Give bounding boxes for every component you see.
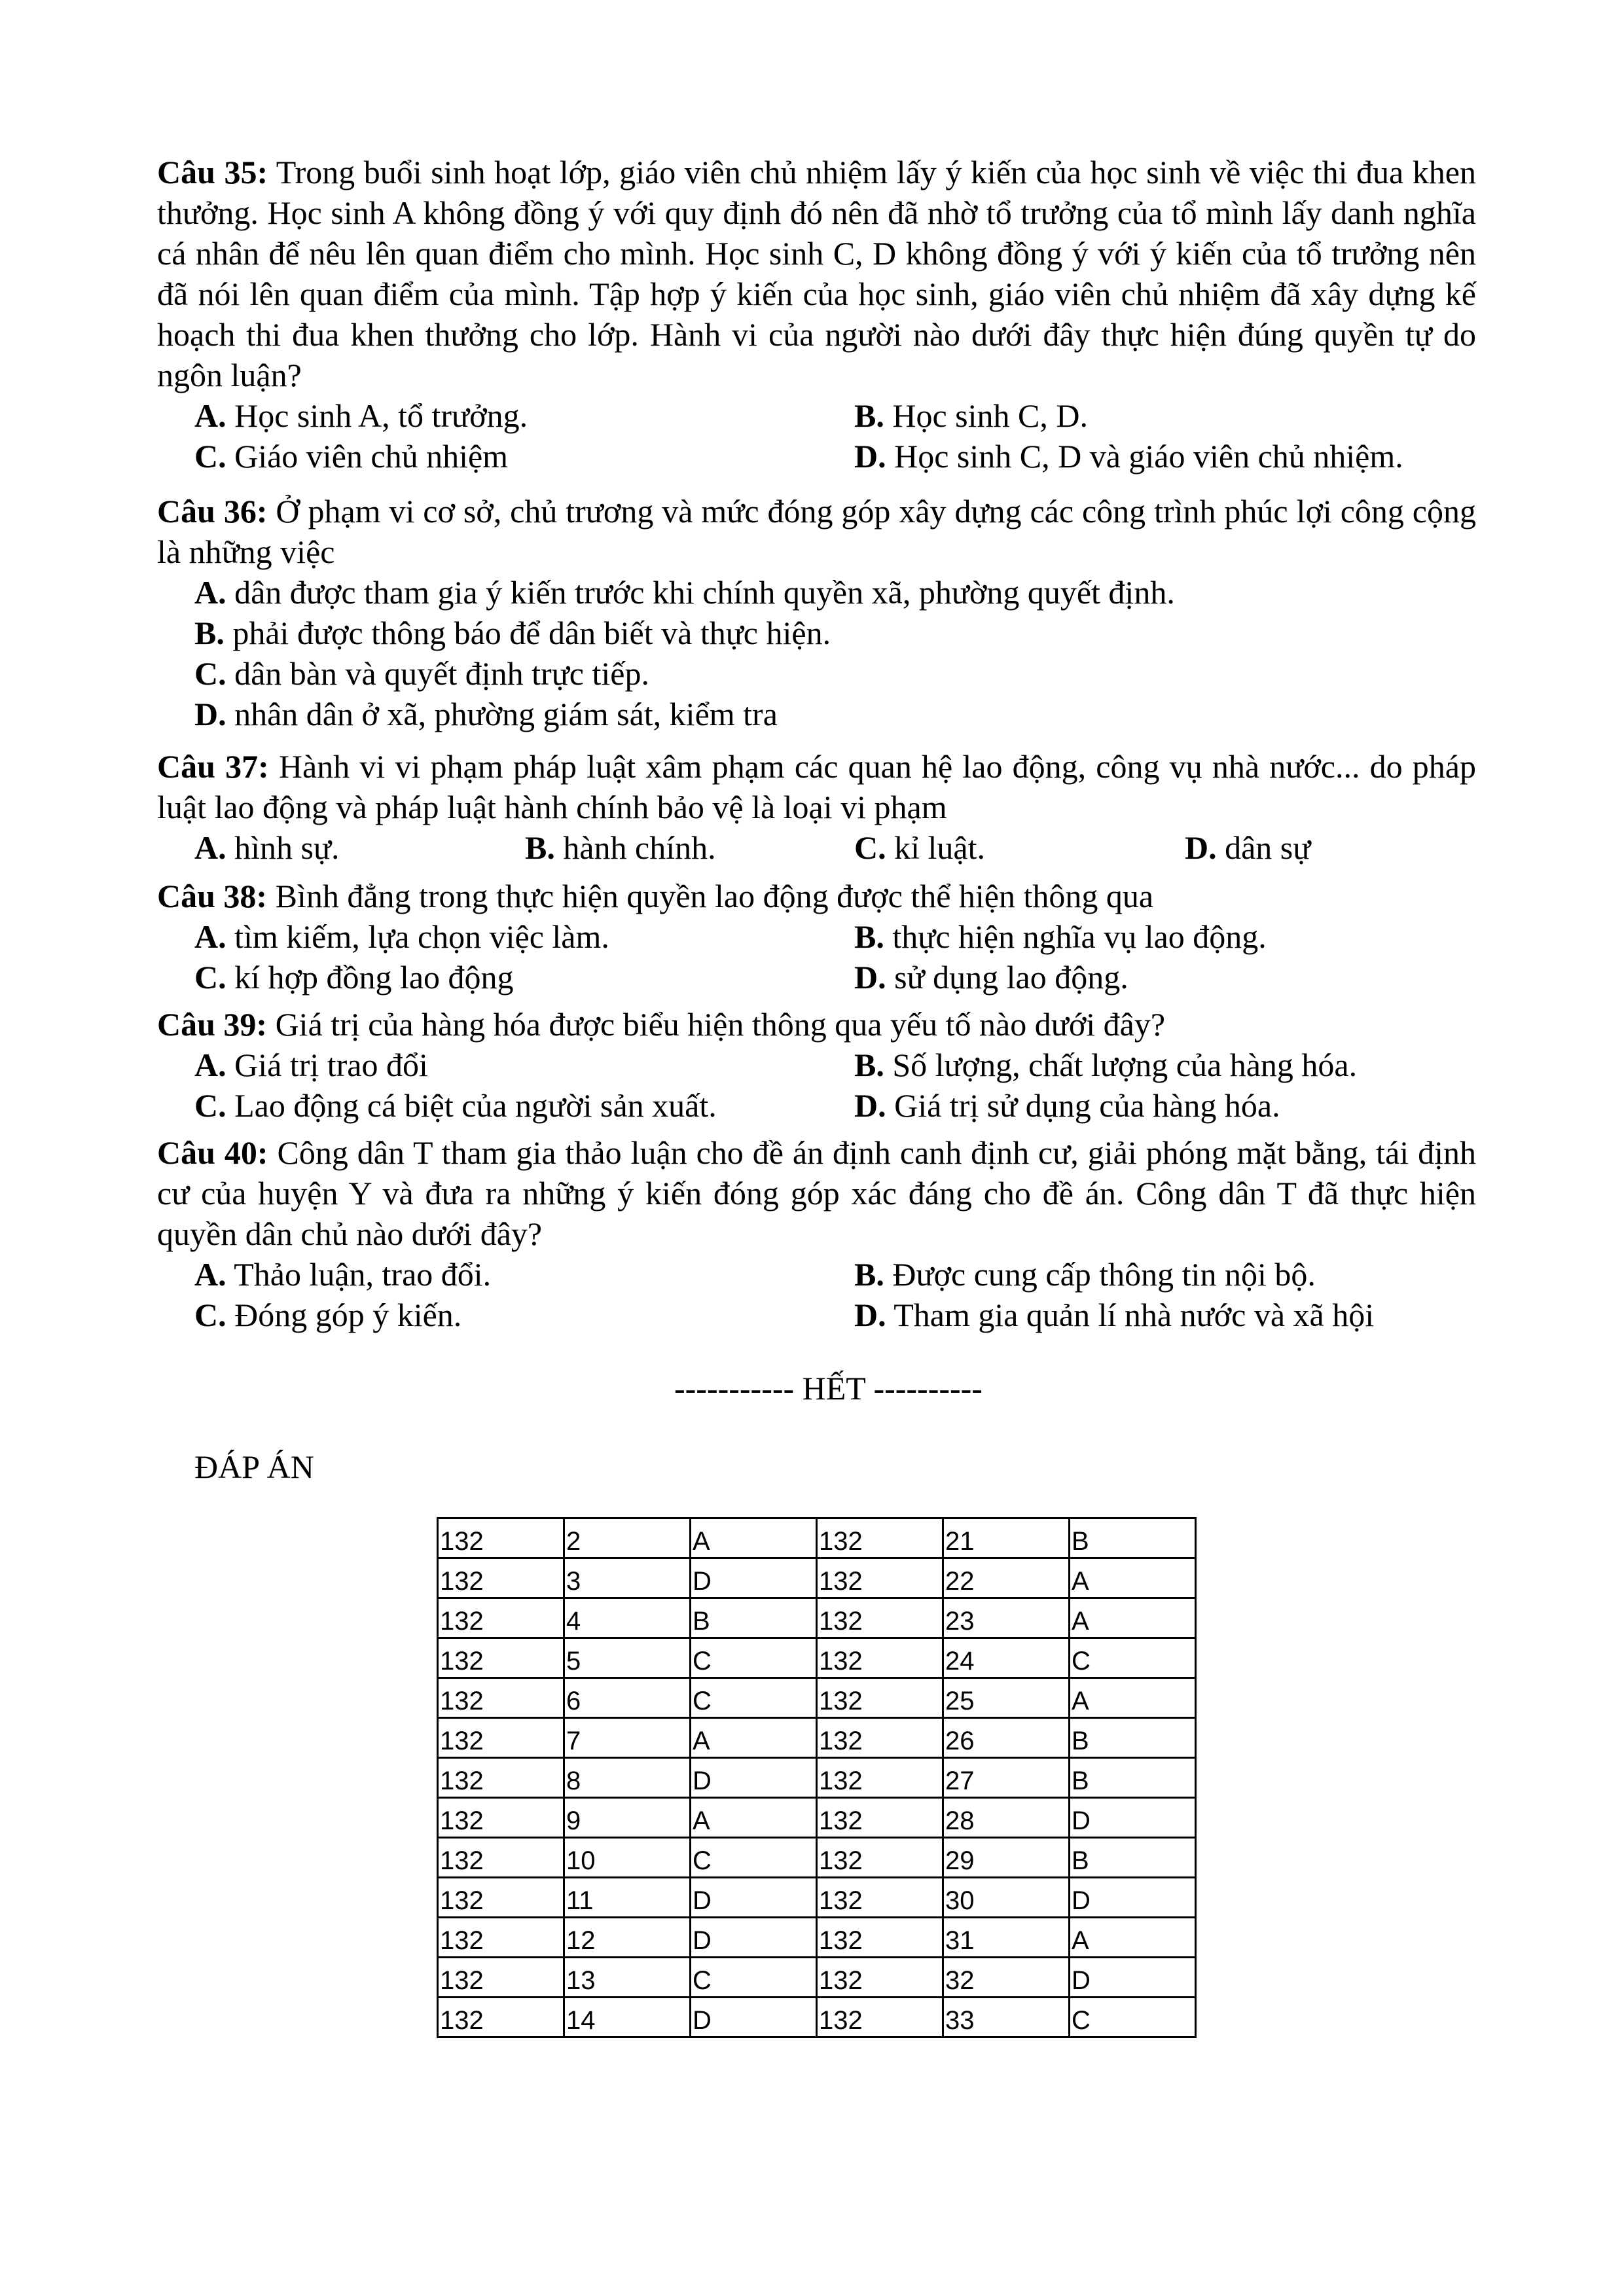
table-cell: 132 (438, 1958, 564, 1998)
table-row (438, 1838, 1196, 1878)
question-number: Câu 35: (157, 154, 268, 190)
end-marker: ----------- HẾT ---------- (674, 1370, 983, 1407)
option-text: Học sinh C, D. (892, 397, 1088, 434)
table-cell: 132 (817, 1638, 943, 1678)
table-cell: B (691, 1598, 817, 1638)
table-row (438, 1918, 1196, 1958)
table-cell: 132 (438, 1718, 564, 1758)
table-row (438, 1998, 1196, 2037)
table-cell: 132 (438, 1598, 564, 1638)
table-cell: D (1070, 1798, 1196, 1838)
table-cell: A (691, 1518, 817, 1558)
table-cell: C (1070, 1998, 1196, 2037)
option-a (194, 827, 340, 868)
question-number: Câu 40: (157, 1134, 268, 1171)
option-b (854, 916, 1267, 957)
option-letter: C. (194, 1087, 226, 1124)
option-letter: D. (194, 696, 226, 732)
option-text: Giá trị sử dụng của hàng hóa. (894, 1087, 1280, 1124)
option-d (854, 957, 1128, 997)
answer-key-heading: ĐÁP ÁN (194, 1448, 314, 1485)
option-b (854, 1254, 1316, 1295)
table-cell: 132 (817, 1518, 943, 1558)
table-cell: A (1070, 1558, 1196, 1598)
table-cell: 132 (817, 1598, 943, 1638)
question-text: Trong buổi sinh hoạt lớp, giáo viên chủ nhiệm lấy ý kiến của học sinh về việc thi đua khen thưởng. Học sinh A không đồng ý với quy định đó nên đã nhờ tổ trưởng của tổ mình lấy danh nghĩa cá nhân để nêu lên quan điểm cho mình. Học sinh C, D không đồng ý với ý kiến của tổ trưởng nên đã nói lên quan điểm của mình. Tập hợp ý kiến của học sinh, giáo viên chủ nhiệm đã xây dựng kế hoạch thi đua khen thưởng cho lớp. Hành vi của người nào dưới đây thực hiện đúng quyền tự do ngôn luận? (157, 154, 1476, 393)
table-cell: 132 (817, 1678, 943, 1718)
table-row (438, 1878, 1196, 1918)
table-cell: D (691, 1558, 817, 1598)
table-cell: 132 (438, 1998, 564, 2037)
option-c (854, 827, 985, 868)
option-text: tìm kiếm, lựa chọn việc làm. (234, 918, 609, 955)
option-text: dân bàn và quyết định trực tiếp. (234, 655, 649, 692)
table-cell: 132 (438, 1518, 564, 1558)
table-cell: 132 (438, 1558, 564, 1598)
option-text: Được cung cấp thông tin nội bộ. (892, 1256, 1316, 1293)
question-number: Câu 38: (157, 878, 268, 914)
option-letter: C. (194, 438, 226, 475)
table-cell: 33 (943, 1998, 1070, 2037)
table-cell: 132 (817, 1918, 943, 1958)
option-text: Giá trị trao đổi (234, 1047, 428, 1083)
table-cell: 132 (438, 1678, 564, 1718)
table-cell: 9 (564, 1798, 691, 1838)
option-a (194, 916, 609, 957)
table-cell: C (691, 1678, 817, 1718)
table-cell: 23 (943, 1598, 1070, 1638)
option-letter: A. (194, 397, 226, 434)
option-letter: C. (854, 829, 886, 866)
question-number: Câu 36: (157, 493, 268, 529)
option-letter: B. (854, 918, 884, 955)
question-35 (157, 152, 1476, 395)
table-row (438, 1598, 1196, 1638)
table-cell: B (1070, 1518, 1196, 1558)
option-b (194, 613, 831, 653)
table-row (438, 1678, 1196, 1718)
question-text: Ở phạm vi cơ sở, chủ trương và mức đóng góp xây dựng các công trình phúc lợi công cộng là những việc (157, 493, 1476, 570)
table-cell: 28 (943, 1798, 1070, 1838)
table-cell: 132 (817, 1718, 943, 1758)
table-cell: A (691, 1718, 817, 1758)
table-cell: D (691, 1878, 817, 1918)
table-cell: 2 (564, 1518, 691, 1558)
option-d (854, 436, 1403, 476)
option-letter: B. (194, 615, 225, 651)
table-cell: D (691, 1758, 817, 1798)
option-text: dân được tham gia ý kiến trước khi chính quyền xã, phường quyết định. (234, 574, 1175, 611)
option-a (194, 1045, 428, 1085)
option-letter: B. (525, 829, 555, 866)
option-text: Thảo luận, trao đổi. (234, 1256, 492, 1293)
table-cell: 132 (438, 1878, 564, 1918)
table-cell: 22 (943, 1558, 1070, 1598)
table-cell: 132 (438, 1758, 564, 1798)
question-text: Giá trị của hàng hóa được biểu hiện thông qua yếu tố nào dưới đây? (275, 1006, 1166, 1043)
table-row (438, 1638, 1196, 1678)
option-b (854, 1045, 1357, 1085)
option-text: hành chính. (563, 829, 716, 866)
option-letter: C. (194, 1297, 226, 1333)
option-text: thực hiện nghĩa vụ lao động. (892, 918, 1267, 955)
table-cell: C (691, 1958, 817, 1998)
table-cell: B (1070, 1838, 1196, 1878)
option-d (854, 1295, 1374, 1335)
table-cell: 25 (943, 1678, 1070, 1718)
table-cell: 5 (564, 1638, 691, 1678)
table-cell: A (1070, 1918, 1196, 1958)
option-d (194, 694, 778, 734)
answer-key-table (437, 1517, 1197, 2038)
option-letter: D. (854, 1087, 886, 1124)
table-cell: A (1070, 1598, 1196, 1638)
table-cell: 12 (564, 1918, 691, 1958)
table-cell: 132 (438, 1838, 564, 1878)
table-cell: 132 (817, 1798, 943, 1838)
table-row (438, 1718, 1196, 1758)
table-cell: 132 (438, 1638, 564, 1678)
table-cell: 132 (817, 1758, 943, 1798)
option-c (194, 1295, 461, 1335)
option-letter: B. (854, 1047, 884, 1083)
table-cell: C (691, 1638, 817, 1678)
table-cell: 132 (817, 1558, 943, 1598)
table-cell: 6 (564, 1678, 691, 1718)
option-letter: A. (194, 574, 226, 611)
table-cell: 132 (438, 1798, 564, 1838)
table-cell: 24 (943, 1638, 1070, 1678)
option-text: Giáo viên chủ nhiệm (234, 438, 509, 475)
table-cell: 26 (943, 1718, 1070, 1758)
question-number: Câu 39: (157, 1006, 268, 1043)
option-text: Số lượng, chất lượng của hàng hóa. (892, 1047, 1358, 1083)
option-text: sử dụng lao động. (894, 959, 1128, 996)
option-a (194, 572, 1175, 613)
option-text: Đóng góp ý kiến. (234, 1297, 462, 1333)
table-row (438, 1518, 1196, 1558)
option-letter: D. (1185, 829, 1217, 866)
option-d (854, 1085, 1280, 1126)
option-letter: D. (854, 959, 886, 996)
table-row (438, 1958, 1196, 1998)
table-cell: A (691, 1798, 817, 1838)
table-cell: 3 (564, 1558, 691, 1598)
table-cell: C (691, 1838, 817, 1878)
table-cell: 11 (564, 1878, 691, 1918)
table-cell: C (1070, 1638, 1196, 1678)
table-cell: B (1070, 1758, 1196, 1798)
option-letter: C. (194, 959, 226, 996)
option-b (854, 395, 1088, 436)
table-cell: D (1070, 1878, 1196, 1918)
option-text: kí hợp đồng lao động (234, 959, 514, 996)
question-text: Bình đẳng trong thực hiện quyền lao động được thể hiện thông qua (275, 878, 1154, 914)
table-cell: 32 (943, 1958, 1070, 1998)
option-letter: A. (194, 1047, 226, 1083)
table-cell: 8 (564, 1758, 691, 1798)
table-cell: 10 (564, 1838, 691, 1878)
question-number: Câu 37: (157, 748, 269, 785)
option-b (525, 827, 716, 868)
option-d (1185, 827, 1310, 868)
table-row (438, 1758, 1196, 1798)
option-a (194, 395, 528, 436)
table-cell: 4 (564, 1598, 691, 1638)
option-text: kỉ luật. (894, 829, 985, 866)
table-cell: 30 (943, 1878, 1070, 1918)
table-cell: 21 (943, 1518, 1070, 1558)
table-cell: 27 (943, 1758, 1070, 1798)
table-cell: 13 (564, 1958, 691, 1998)
question-40 (157, 1132, 1476, 1254)
option-c (194, 436, 508, 476)
table-cell: 132 (817, 1998, 943, 2037)
table-cell: D (1070, 1958, 1196, 1998)
option-letter: B. (854, 397, 884, 434)
option-text: dân sự (1225, 829, 1311, 866)
table-cell: 132 (438, 1918, 564, 1958)
table-row (438, 1798, 1196, 1838)
option-text: Tham gia quản lí nhà nước và xã hội (893, 1297, 1375, 1333)
option-text: phải được thông báo để dân biết và thực hiện. (232, 615, 831, 651)
table-cell: 31 (943, 1918, 1070, 1958)
option-c (194, 1085, 717, 1126)
option-letter: C. (194, 655, 226, 692)
option-text: Lao động cá biệt của người sản xuất. (234, 1087, 717, 1124)
option-letter: A. (194, 829, 226, 866)
table-cell: 132 (817, 1838, 943, 1878)
option-letter: B. (854, 1256, 884, 1293)
table-cell: D (691, 1918, 817, 1958)
table-cell: 7 (564, 1718, 691, 1758)
option-text: Học sinh A, tổ trưởng. (234, 397, 528, 434)
table-cell: 29 (943, 1838, 1070, 1878)
question-text: Hành vi vi phạm pháp luật xâm phạm các quan hệ lao động, công vụ nhà nước... do pháp luật lao động và pháp luật hành chính bảo vệ là loại vi phạm (157, 748, 1477, 825)
table-cell: D (691, 1998, 817, 2037)
option-text: hình sự. (234, 829, 340, 866)
option-c (194, 957, 514, 997)
option-a (194, 1254, 491, 1295)
answer-key-body (438, 1518, 1196, 2037)
question-37 (157, 746, 1476, 827)
table-cell: 132 (817, 1878, 943, 1918)
option-letter: A. (194, 1256, 226, 1293)
table-cell: 14 (564, 1998, 691, 2037)
table-row (438, 1558, 1196, 1598)
table-cell: B (1070, 1718, 1196, 1758)
option-letter: D. (854, 438, 886, 475)
option-c (194, 653, 649, 694)
option-letter: D. (854, 1297, 886, 1333)
table-cell: A (1070, 1678, 1196, 1718)
question-36 (157, 491, 1476, 572)
option-text: Học sinh C, D và giáo viên chủ nhiệm. (894, 438, 1403, 475)
question-text: Công dân T tham gia thảo luận cho đề án định canh định cư, giải phóng mặt bằng, tái định cư của huyện Y và đưa ra những ý kiến đóng góp xác đáng cho đề án. Công dân T đã thực hiện quyền dân chủ nào dưới đây? (157, 1134, 1476, 1252)
question-39 (157, 1004, 1476, 1045)
question-38 (157, 876, 1476, 916)
table-cell: 132 (817, 1958, 943, 1998)
option-text: nhân dân ở xã, phường giám sát, kiểm tra (234, 696, 778, 732)
option-letter: A. (194, 918, 226, 955)
